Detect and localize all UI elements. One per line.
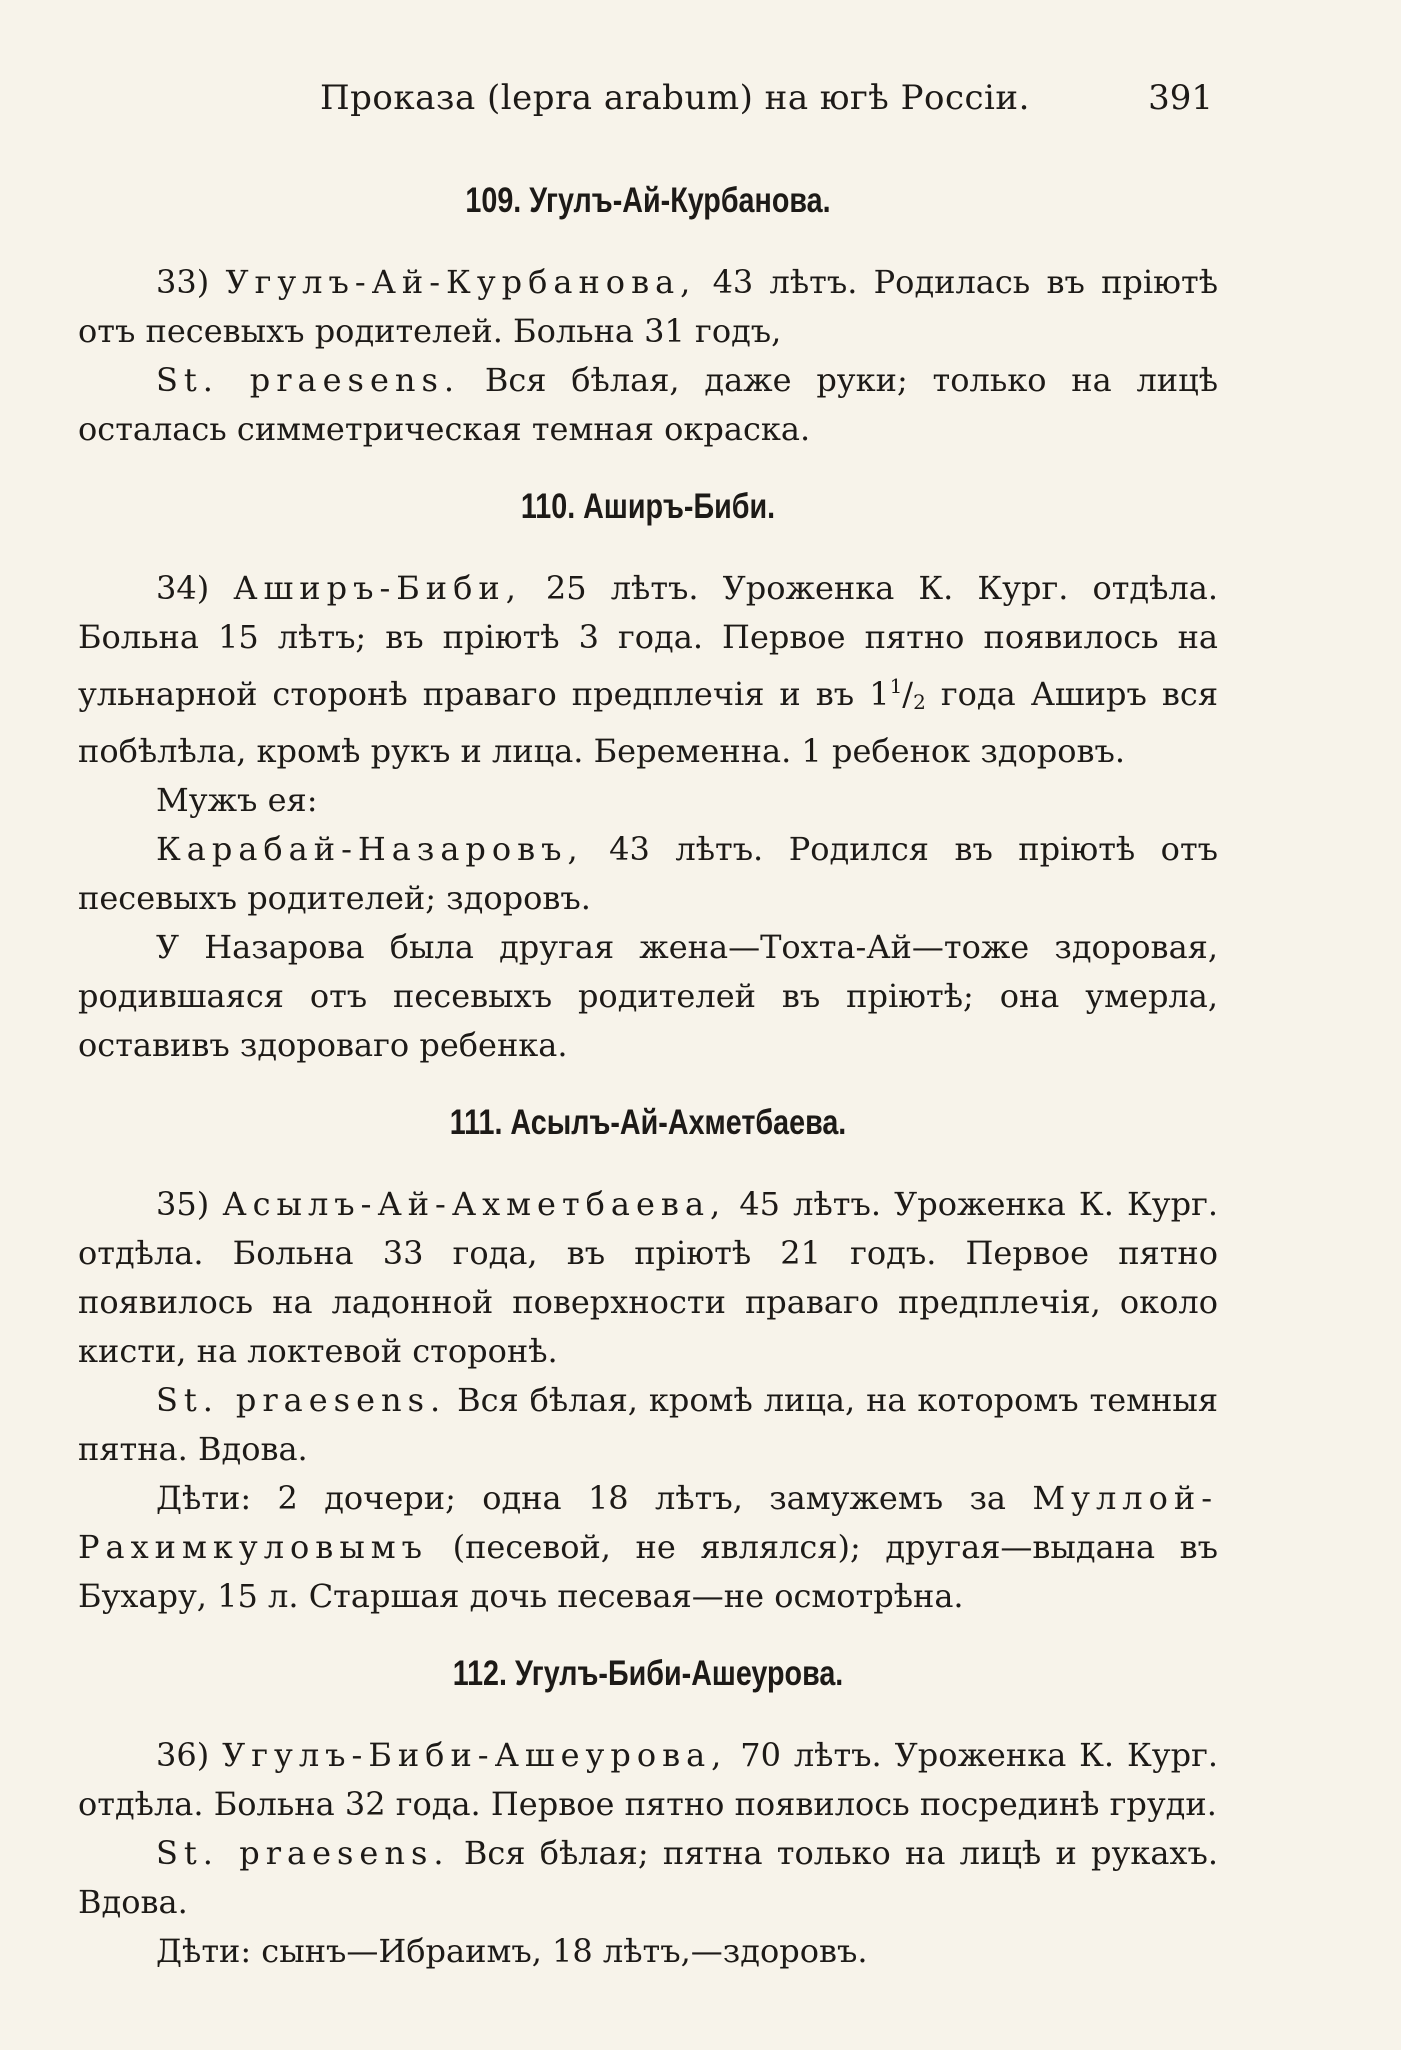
son-in-law-name: Муллой-Рахимкуловымъ bbox=[78, 1479, 1218, 1566]
case-name: Угулъ-Биби-Ашеурова. bbox=[514, 1654, 844, 1693]
case-entry-110 bbox=[78, 484, 1218, 1070]
case-index: 35) bbox=[156, 1185, 210, 1223]
status-text: Вся бѣлая; пятна только на лицѣ и рукахъ. Вдова. bbox=[78, 1834, 1219, 1921]
status-label: St. praesens. bbox=[156, 1834, 450, 1872]
case-index: 36) bbox=[156, 1736, 210, 1774]
patient-name: Асылъ-Ай-Ахметбаева, bbox=[222, 1185, 727, 1223]
case-number: 112. bbox=[452, 1654, 507, 1693]
case-name: Аширъ-Биби. bbox=[583, 487, 776, 526]
status-paragraph bbox=[78, 1829, 1218, 1927]
case-description bbox=[78, 1180, 1218, 1376]
case-heading bbox=[181, 1100, 1116, 1146]
status-paragraph bbox=[78, 1376, 1218, 1474]
children-paragraph: Дѣти: сынъ—Ибраимъ, 18 лѣтъ,—здоровъ. bbox=[156, 1932, 868, 1970]
husband-label: Мужъ ея: bbox=[156, 781, 318, 819]
note-paragraph: У Назарова была другая жена—Тохта-Ай—тоже здоровая, родившаяся отъ песевыхъ родителей въ пріютѣ; она умерла, оставивъ здороваго ребенка. bbox=[78, 928, 1218, 1064]
page-body bbox=[78, 178, 1218, 1976]
case-name: Угулъ-Ай-Курбанова. bbox=[529, 181, 831, 220]
case-text: 43 лѣтъ. Родилась въ пріютѣ отъ песевыхъ родителей. Больна 31 годъ, bbox=[78, 263, 1219, 350]
case-heading bbox=[181, 1651, 1116, 1697]
case-heading bbox=[181, 178, 1116, 224]
husband-text: 43 лѣтъ. Родился въ пріютѣ отъ песевыхъ родителей; здоровъ. bbox=[78, 830, 1218, 917]
children-paragraph bbox=[78, 1474, 1218, 1621]
case-description bbox=[78, 258, 1218, 356]
case-entry-112 bbox=[78, 1651, 1218, 1976]
case-index: 34) bbox=[156, 569, 210, 607]
case-heading bbox=[181, 484, 1116, 530]
status-paragraph bbox=[78, 356, 1218, 454]
case-entry-109 bbox=[78, 178, 1218, 454]
status-text: Вся бѣлая, кромѣ лица, на которомъ темныя пятна. Вдова. bbox=[78, 1381, 1219, 1468]
running-title: Проказа (lepra arabum) на югѣ Россіи. bbox=[320, 78, 1030, 118]
case-entry-111 bbox=[78, 1100, 1218, 1621]
patient-name: Угулъ-Ай-Курбанова, bbox=[225, 263, 697, 301]
case-number: 111. bbox=[449, 1103, 503, 1142]
status-label: St. praesens. bbox=[156, 1381, 447, 1419]
status-label: St. praesens. bbox=[156, 361, 461, 399]
patient-name: Угулъ-Биби-Ашеурова, bbox=[222, 1736, 728, 1774]
fraction-denominator: 2 bbox=[913, 690, 926, 714]
case-text-continued: года Аширъ вся побѣлѣла, кромѣ рукъ и лица. Беременна. 1 ребенок здоровъ. bbox=[78, 675, 1219, 770]
case-description: 34) Аширъ-Биби, 25 лѣтъ. Уроженка К. Кург. отдѣла. Больна 15 лѣтъ; въ пріютѣ 3 года. Первое пятно появилось на ульнарной сторонѣ праваго предплечія и въ $1^1/_2$ года Аширъ вся побѣлѣла, кромѣ рукъ и лица. Беременна. 1 ребенок здоровъ. bbox=[78, 569, 1219, 770]
case-number: 110. bbox=[520, 487, 576, 526]
fraction-numerator: 1 bbox=[889, 674, 903, 698]
case-name: Асылъ-Ай-Ахметбаева. bbox=[510, 1103, 847, 1142]
patient-name: Аширъ-Биби, bbox=[233, 569, 522, 607]
case-text: 70 лѣтъ. Уроженка К. Кург. отдѣла. Больна 32 года. Первое пятно появилось посрединѣ груди. bbox=[78, 1736, 1219, 1823]
husband-paragraph bbox=[78, 825, 1218, 923]
children-text: Дѣти: 2 дочери; одна 18 лѣтъ, замужемъ за bbox=[156, 1479, 1033, 1517]
case-number: 109. bbox=[465, 181, 522, 220]
status-text: Вся бѣлая, даже руки; только на лицѣ осталась симметрическая темная окраска. bbox=[78, 361, 1219, 448]
case-text: 45 лѣтъ. Уроженка К. Кург. отдѣла. Больна 33 года, въ пріютѣ 21 годъ. Первое пятно появилось на ладонной поверхности праваго предплечія, около кисти, на локтевой сторонѣ. bbox=[78, 1185, 1218, 1370]
husband-name: Карабай-Назаровъ, bbox=[156, 830, 584, 868]
children-text-continued: (песевой, не являлся); другая—выдана въ Бухару, 15 л. Старшая дочь песевая—не осмотрѣна. bbox=[78, 1528, 1218, 1615]
case-text: 25 лѣтъ. Уроженка К. Кург. отдѣла. Больна 15 лѣтъ; въ пріютѣ 3 года. Первое пятно появилось на ульнарной сторонѣ праваго предплечія и въ 1 bbox=[78, 569, 1219, 713]
page-number: 391 bbox=[1148, 78, 1213, 118]
case-index: 33) bbox=[156, 263, 210, 301]
case-description bbox=[78, 1731, 1218, 1829]
